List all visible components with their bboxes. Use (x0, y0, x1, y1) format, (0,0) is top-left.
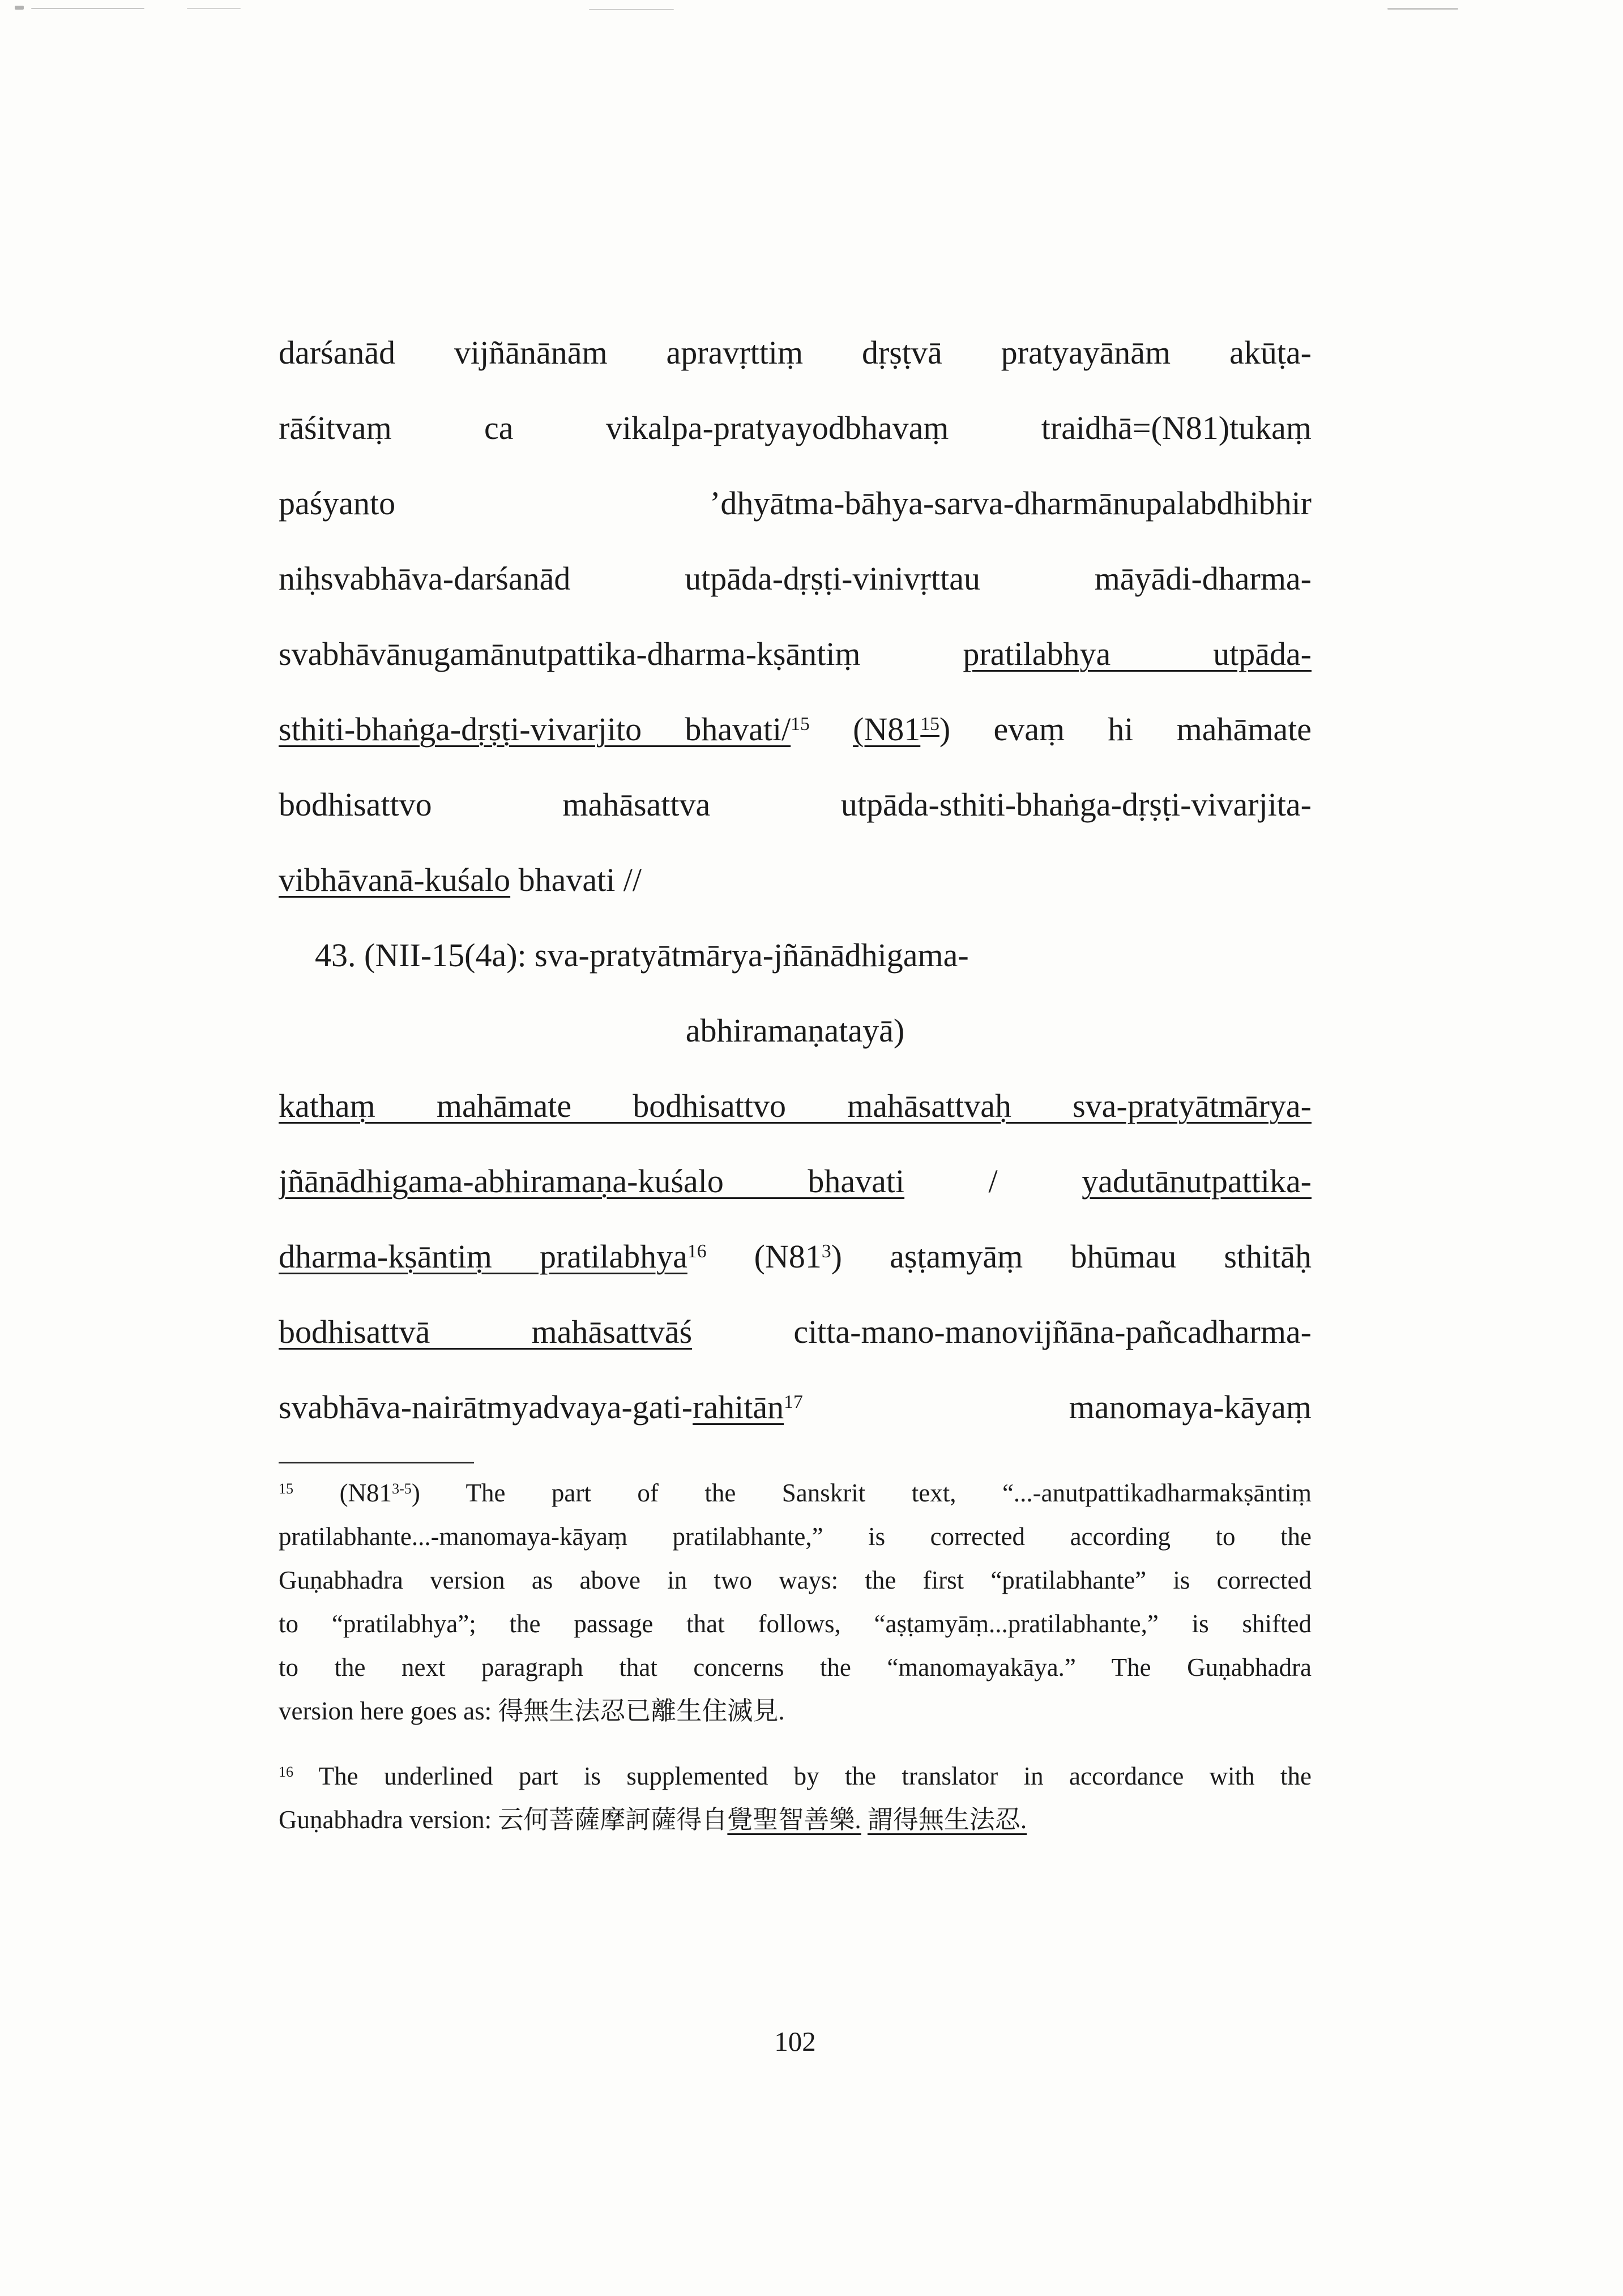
text-segment: (N81 (706, 1238, 822, 1275)
text-segment: darśanād vijñānānām apravṛttiṃ dṛṣṭvā pratyayānām akūṭa- (279, 334, 1312, 371)
text-line (279, 1559, 1312, 1602)
text-segment: kathaṃ mahāmate bodhisattvo mahāsattvaḥ sva-pratyātmārya- (279, 1087, 1312, 1124)
text-block (279, 315, 1312, 1842)
text-segment: paśyanto ’dhyātma-bāhya-sarva-dharmānupalabdhibhir (279, 485, 1312, 522)
text-segment: yadutānutpattika- (1082, 1163, 1312, 1200)
text-segment: dharma-kṣāntiṃ pratilabhya (279, 1238, 687, 1275)
text-line (279, 692, 1312, 767)
text-segment: 謂得無生法忍. (867, 1806, 1027, 1834)
text-line (279, 1755, 1312, 1798)
footnote-reference: 16 (687, 1240, 707, 1262)
text-line (279, 1294, 1312, 1369)
text-segment: svabhāva-nairātmyadvaya-gati- (279, 1389, 693, 1426)
footnote-reference: 3-5 (392, 1480, 412, 1497)
text-line (279, 1689, 1312, 1733)
text-segment: bhavati // (510, 861, 642, 898)
sanskrit-paragraph-1 (279, 315, 1312, 917)
footnote-reference: 15 (920, 713, 939, 735)
footnote-15 (279, 1471, 1312, 1733)
text-line (279, 1646, 1312, 1689)
footnote-reference: 3 (821, 1240, 831, 1262)
text-segment: manomaya-kāyaṃ (802, 1389, 1312, 1426)
text-segment (810, 711, 853, 748)
text-line (279, 1798, 1312, 1842)
text-segment: jñānādhigama-abhiramaṇa-kuśalo bhavati (279, 1163, 905, 1200)
footnote-reference: 15 (279, 1480, 294, 1497)
text-segment: (N81 (293, 1479, 392, 1507)
text-segment: abhiramaṇatayā) (685, 1012, 905, 1049)
text-segment: 43. (NII-15(4a): sva-pratyātmārya-jñānādhigama- (315, 937, 969, 974)
text-segment: (N81 (853, 711, 921, 748)
footnote-reference: 17 (784, 1391, 803, 1412)
footnote-reference: 16 (279, 1763, 294, 1780)
text-line (279, 1068, 1312, 1143)
text-line (279, 917, 1312, 993)
text-segment: version here goes as: 得無生法忍已離生住滅見. (279, 1697, 785, 1725)
sanskrit-body (279, 315, 1312, 1445)
footnote-reference: 15 (791, 713, 810, 735)
text-line (279, 1602, 1312, 1646)
text-line (279, 616, 1312, 692)
sanskrit-paragraph-2 (279, 1068, 1312, 1445)
text-segment: svabhāvānugamānutpattika-dharma-kṣāntiṃ (279, 635, 963, 672)
text-segment: Guṇabhadra version as above in two ways: the first “pratilabhante” is corrected (279, 1566, 1312, 1594)
text-line (279, 767, 1312, 842)
footnote-separator (279, 1462, 474, 1463)
text-segment: vibhāvanā-kuśalo (279, 861, 511, 898)
text-line (279, 466, 1312, 541)
text-line (279, 390, 1312, 466)
text-segment: / (904, 1163, 1082, 1200)
page-number: 102 (774, 2026, 816, 2057)
text-segment: to “pratilabhya”; the passage that follows, “aṣṭamyāṃ...pratilabhante,” is shifted (279, 1610, 1312, 1638)
scan-artifact (15, 6, 24, 10)
text-segment: Guṇabhadra version: 云何菩薩摩訶薩得自 (279, 1806, 728, 1834)
text-segment: to the next paragraph that concerns the “manomayakāya.” The Guṇabhadra (279, 1653, 1312, 1682)
scan-artifact (1387, 8, 1458, 10)
text-line (279, 1515, 1312, 1559)
text-segment: rahitān (693, 1389, 784, 1426)
text-segment: niḥsvabhāva-darśanād utpāda-dṛṣṭi-vinivṛttau māyādi-dharma- (279, 560, 1312, 597)
text-segment: bodhisattvā mahāsattvāś (279, 1313, 693, 1350)
text-segment: citta-mano-manovijñāna-pañcadharma- (692, 1313, 1312, 1350)
text-segment: bodhisattvo mahāsattva utpāda-sthiti-bhaṅga-dṛṣṭi-vivarjita- (279, 786, 1312, 823)
text-line (279, 541, 1312, 616)
text-line (279, 1471, 1312, 1515)
text-line (279, 1143, 1312, 1219)
text-line (279, 993, 1312, 1068)
text-line (279, 1219, 1312, 1294)
text-segment: ) aṣṭamyāṃ bhūmau sthitāḥ (831, 1238, 1312, 1275)
text-segment: sthiti-bhaṅga-dṛṣṭi-vivarjito bhavati/ (279, 711, 791, 748)
text-segment: ) evaṃ hi mahāmate (939, 711, 1312, 748)
text-segment: The underlined part is supplemented by the translator in accordance with the (293, 1762, 1312, 1790)
text-segment: ) The part of the Sanskrit text, “...-anutpattikadharmakṣāntiṃ (411, 1479, 1312, 1507)
scan-artifact (31, 8, 144, 9)
text-segment: pratilabhya utpāda- (963, 635, 1312, 672)
text-line (279, 842, 1312, 917)
text-line (279, 1369, 1312, 1445)
text-segment: pratilabhante...-manomaya-kāyaṃ pratilabhante,” is corrected according to the (279, 1522, 1312, 1551)
text-segment (861, 1806, 868, 1834)
scan-artifact (589, 9, 674, 10)
text-line (279, 315, 1312, 390)
text-segment: rāśitvaṃ ca vikalpa-pratyayodbhavaṃ traidhā=(N81)tukaṃ (279, 409, 1312, 446)
text-segment: 覺聖智善樂. (727, 1806, 861, 1834)
section-heading (279, 917, 1312, 1068)
footnote-16 (279, 1755, 1312, 1842)
scan-artifact (187, 8, 241, 9)
